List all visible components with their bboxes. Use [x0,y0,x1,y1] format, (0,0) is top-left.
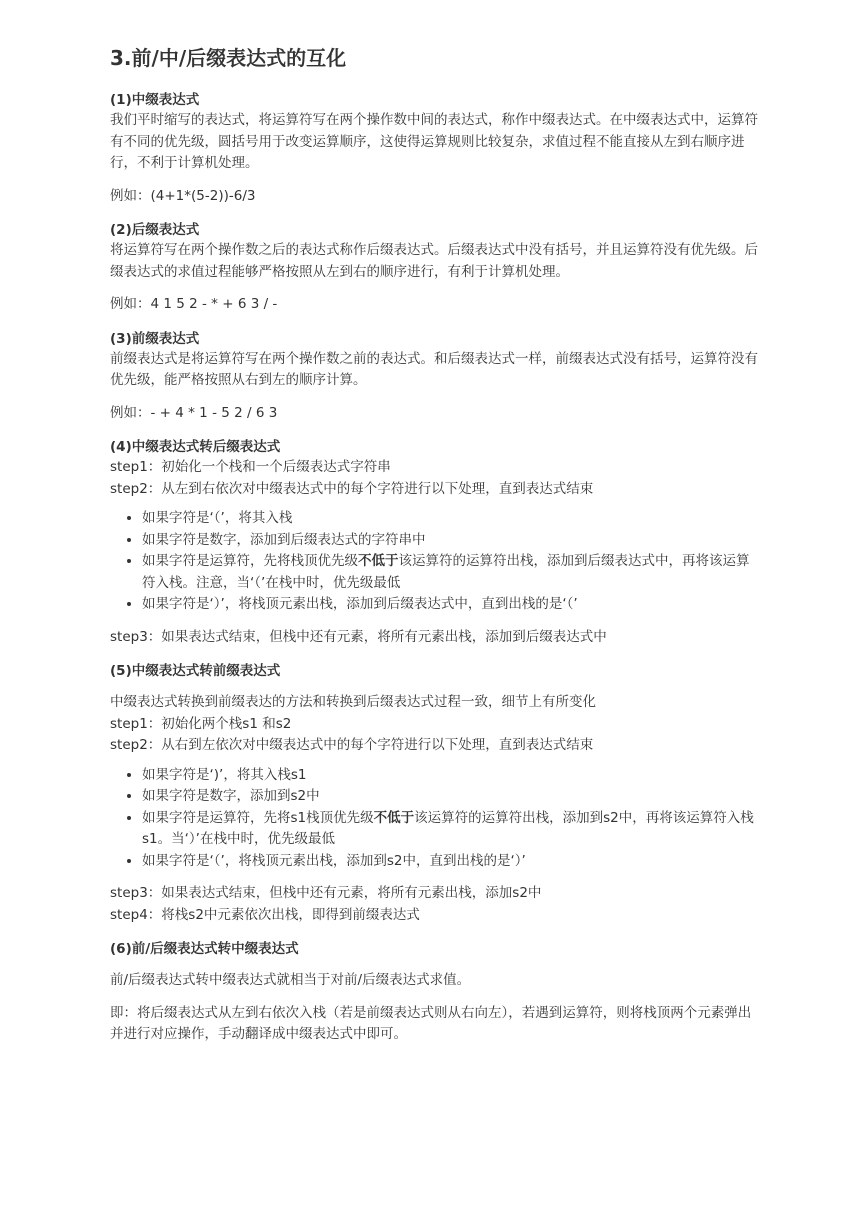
section-heading-infix-to-postfix: (4)中缀表达式转后缀表达式 [110,439,281,455]
example-prefix: 例如：- + 4 * 1 - 5 2 / 6 3 [110,404,278,421]
section-para-prefix: 前缀表达式是将运算符写在两个操作数之前的表达式。和后缀表达式一样，前缀表达式没有括号，运算符没有优先级，能严格按照从右到左的顺序计算。 [110,350,758,388]
section-heading-infix: (1)中缀表达式 [110,92,200,108]
list-item: • 如果字符是‘)’，将其入栈s1 [142,765,760,787]
step1-postfix: step1：初始化一个栈和一个后缀表达式字符串 [110,459,391,475]
bullet-list-postfix [110,508,760,616]
section-para-infix: 我们平时缩写的表达式，将运算符写在两个操作数中间的表达式，称作中缀表达式。在中缀表达式中，运算符有不同的优先级，圆括号用于改变运算顺序，这使得运算规则比较复杂，求值过程不能直接从左到右顺序进行，不利于计算机处理。 [110,112,758,171]
list-item: • 如果字符是‘）’，将栈顶元素出栈，添加到后缀表达式中，直到出栈的是‘（’ [142,594,760,616]
step3-postfix: step3：如果表达式结束，但栈中还有元素，将所有元素出栈，添加到后缀表达式中 [110,628,607,645]
intro-prefix: 中缀表达式转换到前缀表达的方法和转换到后缀表达式过程一致，细节上有所变化 [110,694,596,710]
section-heading-prefix: (3)前缀表达式 [110,330,200,347]
example-postfix: 例如：4 1 5 2 - * + 6 3 / - [110,296,278,312]
step2-prefix: step2：从右到左依次对中缀表达式中的每个字符进行以下处理，直到表达式结束 [110,737,594,753]
para2-to-infix: 即：将后缀表达式从左到右依次入栈（若是前缀表达式则从右向左），若遇到运算符，则将栈顶两个元素弹出并进行对应操作，手动翻译成中缀表达式中即可。 [110,1004,752,1042]
section-heading-to-infix: (6)前/后缀表达式转中缀表达式 [110,941,299,957]
step3-prefix: step3：如果表达式结束，但栈中还有元素，将所有元素出栈，添加s2中 [110,885,542,901]
para1-to-infix: 前/后缀表达式转中缀表达式就相当于对前/后缀表达式求值。 [110,972,471,988]
list-item-text: 如果字符是运算符，先将栈顶优先级 [142,553,358,569]
list-item: • 如果字符是数字，添加到s2中 [142,786,760,808]
document [110,44,760,1046]
step1-prefix: step1：初始化两个栈s1 和s2 [110,715,292,732]
list-item-text: 如果字符是运算符，先将s1栈顶优先级 [142,809,374,826]
step4-prefix: step4：将栈s2中元素依次出栈，即得到前缀表达式 [110,906,420,923]
step2-postfix: step2：从左到右依次对中缀表达式中的每个字符进行以下处理，直到表达式结束 [110,480,594,497]
list-item [142,808,760,851]
list-item: • 如果字符是‘（’，将栈顶元素出栈，添加到s2中，直到出栈的是‘）’ [142,851,760,873]
list-item-bold: 不低于 [358,553,399,569]
section-heading-infix-to-prefix: (5)中缀表达式转前缀表达式 [110,663,281,679]
list-item [142,551,760,594]
list-item: • 如果字符是‘（’，将其入栈 [142,508,760,530]
list-item-text: 该运算符的运算符出栈，添加到s2中，再将该运算符入栈s1。当‘）’在栈中时，优先级最低 [142,809,754,847]
example-infix: 例如：(4+1*(5-2))-6/3 [110,187,256,204]
list-item-text: 该运算符的运算符出栈，添加到后缀表达式中，再将该运算符入栈。注意，当‘（’在栈中时，优先级最低 [142,553,750,591]
section-heading-postfix: (2)后缀表达式 [110,222,200,238]
list-item-bold: 不低于 [373,809,415,826]
bullet-list-prefix [110,765,760,873]
list-item: • 如果字符是数字，添加到后缀表达式的字符串中 [142,530,760,552]
page-title: 3.前/中/后缀表达式的互化 [110,46,347,70]
section-para-postfix: 将运算符写在两个操作数之后的表达式称作后缀表达式。后缀表达式中没有括号，并且运算符没有优先级。后缀表达式的求值过程能够严格按照从左到右的顺序进行，有利于计算机处理。 [110,242,758,280]
